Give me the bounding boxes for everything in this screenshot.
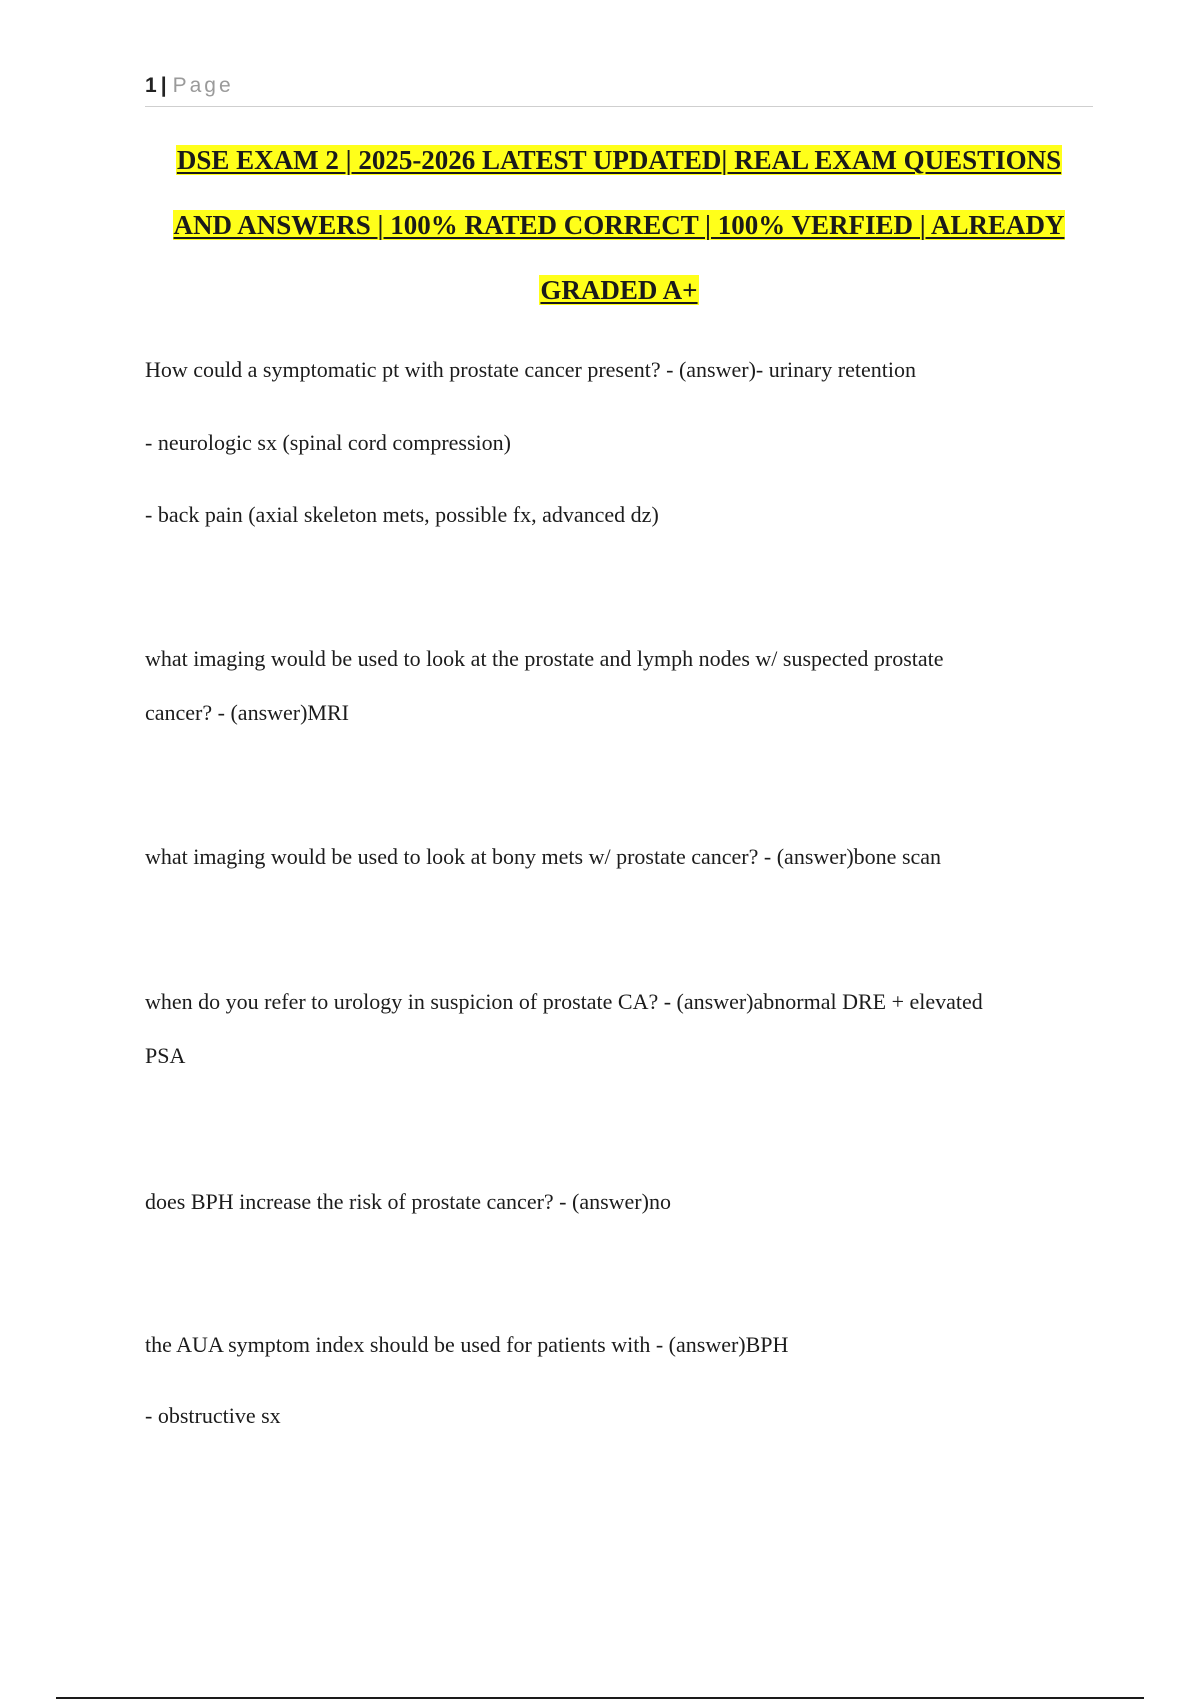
title-line-1-text: DSE EXAM 2 | 2025-2026 LATEST UPDATED| REAL EXAM QUESTIONS bbox=[176, 145, 1062, 175]
title-line-2-text: AND ANSWERS | 100% RATED CORRECT | 100% VERFIED | ALREADY bbox=[173, 210, 1065, 240]
qa-line: How could a symptomatic pt with prostate cancer present? - (answer)- urinary retention bbox=[145, 357, 916, 382]
qa-line: - obstructive sx bbox=[145, 1403, 281, 1428]
title-line-1 bbox=[145, 138, 1093, 203]
title-line-3-text: GRADED A+ bbox=[540, 275, 698, 305]
qa-line: - back pain (axial skeleton mets, possible fx, advanced dz) bbox=[145, 502, 659, 527]
qa-line: PSA bbox=[145, 1043, 186, 1068]
page-separator: | bbox=[160, 74, 167, 97]
title-line-3 bbox=[145, 268, 1093, 333]
qa-line: what imaging would be used to look at bony mets w/ prostate cancer? - (answer)bone scan bbox=[145, 844, 942, 869]
page-header bbox=[145, 72, 1093, 107]
qa-line: - neurologic sx (spinal cord compression) bbox=[145, 430, 511, 455]
document-title bbox=[145, 138, 1093, 333]
qa-line: the AUA symptom index should be used for patients with - (answer)BPH bbox=[145, 1332, 789, 1357]
page-label: Page bbox=[172, 74, 234, 97]
page-bottom-rule bbox=[56, 1697, 1144, 1699]
qa-line: what imaging would be used to look at the prostate and lymph nodes w/ suspected prostate bbox=[145, 646, 944, 671]
qa-line: does BPH increase the risk of prostate cancer? - (answer)no bbox=[145, 1189, 671, 1214]
qa-line: cancer? - (answer)MRI bbox=[145, 700, 349, 725]
qa-line: when do you refer to urology in suspicion of prostate CA? - (answer)abnormal DRE + elevated bbox=[145, 989, 983, 1014]
title-line-2 bbox=[145, 203, 1093, 268]
page-number: 1 bbox=[145, 74, 157, 97]
